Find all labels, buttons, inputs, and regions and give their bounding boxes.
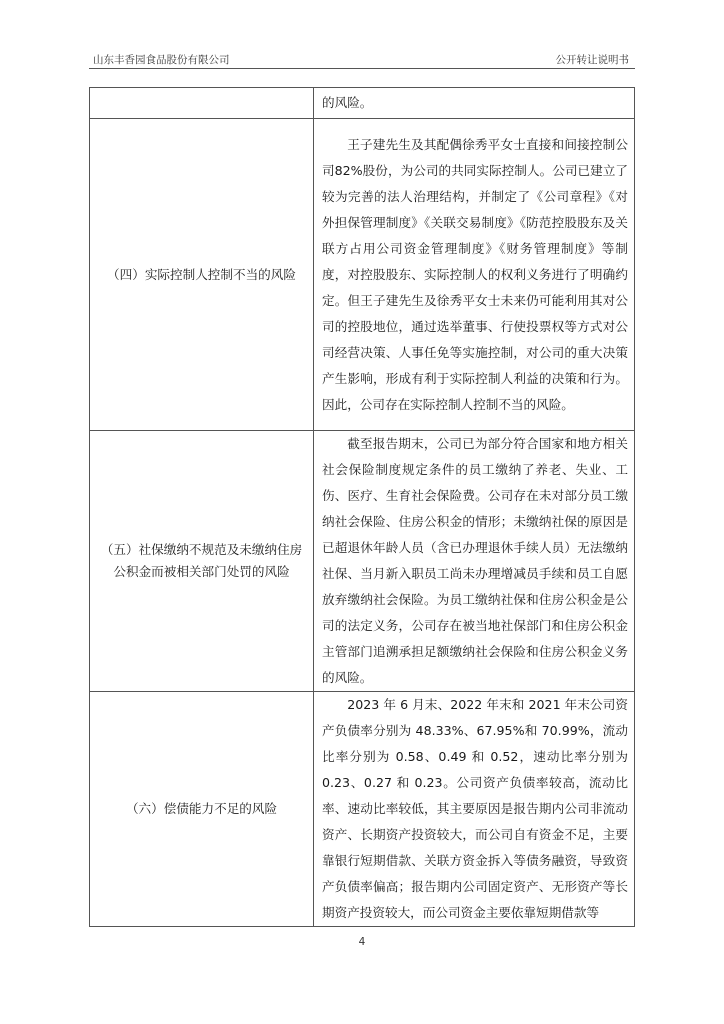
risk-description-cell [314,119,635,431]
risk-name-cell [90,88,314,119]
table-row [90,692,635,927]
page-header [89,52,635,68]
table-row [90,88,635,119]
risk-table [89,87,635,927]
risk-description-cell [314,692,635,927]
table-row [90,431,635,692]
company-name: 山东丰香园食品股份有限公司 [93,54,230,66]
table-row [90,119,635,431]
page-number: 4 [358,936,366,948]
risk-description: 截至报告期末，公司已为部分符合国家和地方相关社会保险制度规定条件的员工缴纳了养老、失业、工伤、医疗、生育社会保险费。公司存在未对部分员工缴纳社会保险、住房公积金的情形；未缴纳社保的原因是已超退休年龄人员（含已办理退休手续人员）无法缴纳社保、当月新入职员工尚未办理增减员手续和员工自愿放弃缴纳社会保险。为员工缴纳社保和住房公积金是公司的法定义务，公司存在被当地社保部门和住房公积金主管部门追溯承担足额缴纳社会保险和住房公积金义务的风险。 [322,436,628,685]
header-divider [89,68,635,69]
risk-name-cell: （四）实际控制人控制不当的风险 [90,119,314,431]
risk-description: 王子建先生及其配偶徐秀平女士直接和间接控制公司82%股份，为公司的共同实际控制人。公司已建立了较为完善的法人治理结构，并制定了《公司章程》《对外担保管理制度》《关联交易制度》《防范控股股东及关联方占用公司资金管理制度》《财务管理制度》等制度，对控股股东、实际控制人的权利义务进行了明确约定。但王子建先生及徐秀平女士未来仍可能利用其对公司的控股地位，通过选举董事、行使投票权等方式对公司经营决策、人事任免等实施控制，对公司的重大决策产生影响，形成有利于实际控制人利益的决策和行为。因此，公司存在实际控制人控制不当的风险。 [322,136,628,412]
risk-name-cell: （六）偿债能力不足的风险 [90,692,314,927]
risk-name-cell: （五）社保缴纳不规范及未缴纳住房公积金而被相关部门处罚的风险 [90,431,314,692]
risk-description: 的风险。 [322,95,373,110]
document-title: 公开转让说明书 [555,54,629,66]
risk-description: 2023 年 6 月末、2022 年末和 2021 年末公司资产负债率分别为 48.33%、67.95%和 70.99%，流动比率分别为 0.58、0.49 和 0.52，速动比率分别为 0.23、0.27 和 0.23。公司资产负债率较高，流动比率、速动比率较低，其主要原因是报告期内公司非流动资产、长期资产投资较大，而公司自有资金不足，主要靠银行短期借款、关联方资金拆入等债务融资，导致资产负债率偏高；报告期内公司固定资产、无形资产等长期资产投资较大，而公司资金主要依靠短期借款等 [322,697,628,920]
risk-description-cell [314,88,635,119]
risk-description-cell [314,431,635,692]
